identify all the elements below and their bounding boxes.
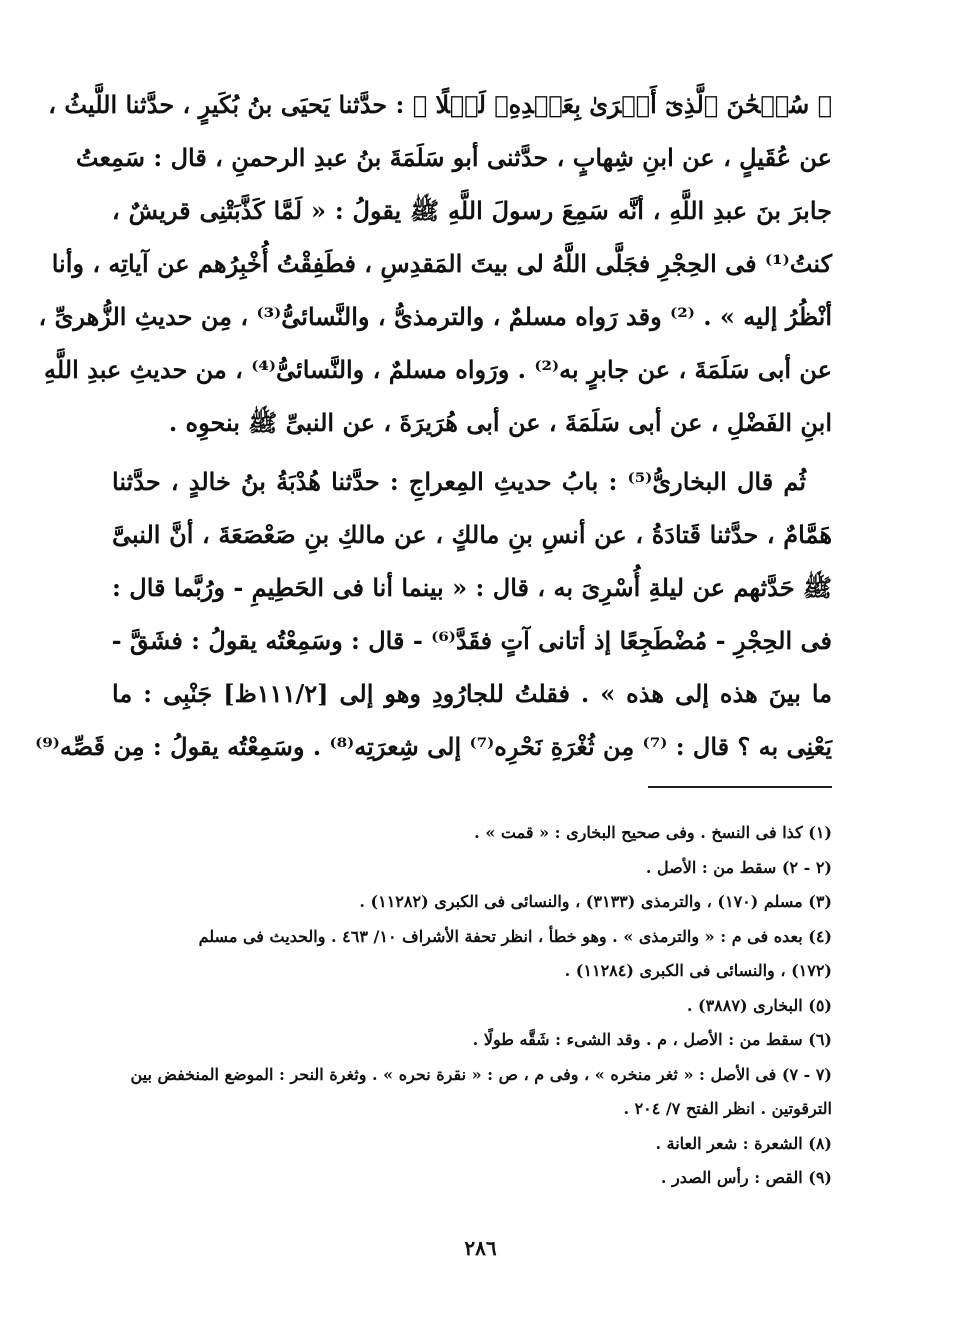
footnote: (٣) مسلم (١٧٠) ، والترمذى (٣١٣٣) ، والنسائى فى الكبرى (١١٢٨٢) . — [359, 892, 832, 911]
text-line: ﴿ سُبۡحَٰنَ ٱلَّذِىٓ أَسۡرَىٰ بِعَبۡدِهِۦ لَيۡلًا ﴾ : حدَّثنا يَحيَى بنُ بُكَيرٍ ، حدَّثنا اللَّيثُ ، — [48, 90, 832, 119]
footnote: (٤) بعده فى م : « والترمذى » . وهو خطأ ، انظر تحفة الأشراف ١٠/ ٤٦٣ . والحديث فى مسلم — [198, 926, 832, 946]
text-line: أنْظُرُ إليه » . ⁽²⁾ وقد رَواه مسلمٌ ، والترمذىُّ ، والنَّسائىُّ⁽³⁾ ، مِن حديثِ الزُّهرىِّ ، — [38, 302, 832, 331]
main-text — [35, 78, 833, 773]
footnote: (٢ - ٢) سقط من : الأصل . — [645, 857, 832, 877]
text-line: عن عُقَيلٍ ، عن ابنِ شِهابٍ ، حدَّثنى أبو سَلَمَةَ بنُ عبدِ الرحمنِ ، قال : سَمِعتُ — [75, 143, 832, 172]
text-line: فى الحِجْرِ - مُضْطَجِعًا إذ أتانى آتٍ فقَدَّ⁽⁶⁾ - قال : وسَمِعْتُه يقولُ : فشَقَّ - — [111, 626, 832, 655]
text-line: ثُم قال البخارىُّ⁽⁵⁾ : بابُ حديثِ المِعراجِ : حدَّثنا هُدْبَةُ بنُ خالدٍ ، حدَّثنا — [112, 467, 806, 496]
text-line: هَمَّامٌ ، حدَّثنا قَتادَةُ ، عن أنسِ بنِ مالكٍ ، عن مالكِ بنِ صَعْصَعَةَ ، أنَّ النبىَّ — [112, 520, 832, 549]
text-line: ما بينَ هذه إلى هذه » . فقلتُ للجارُودِ وهو إلى [١١١/٢ظ] جَنْبِى : ما — [112, 679, 833, 708]
footnote: (١) كذا فى النسخ . وفى صحيح البخارى : « قمت » . — [474, 823, 832, 842]
footnote-separator — [648, 786, 832, 788]
page-number: ٢٨٦ — [464, 1236, 497, 1260]
footnote: الترقوتين . انظر الفتح ٧/ ٢٠٤ . — [623, 1099, 832, 1118]
footnote: (٦) سقط من : الأصل ، م . وقد الشىء : شَقَّه طولًا . — [472, 1030, 832, 1049]
footnote: (٩) القص : رأس الصدر . — [660, 1168, 832, 1187]
footnote: (٨) الشعرة : شعر العانة . — [655, 1133, 832, 1153]
text-line: ﷺ حَدَّثهم عن ليلةِ أُسْرِىَ به ، قال : « بينما أنا فى الحَطِيمِ - ورُبَّما قال : — [112, 573, 832, 602]
text-line: يَعْنِى به ؟ قال : ⁽⁷⁾ مِن ثُغْرَةِ نَحْرِه⁽⁷⁾ إلى شِعرَتِه⁽⁸⁾ . وسَمِعْتُه يقولُ : مِن قَصِّه⁽⁹⁾ — [35, 732, 832, 761]
footnote: (٥) البخارى (٣٨٨٧) . — [686, 995, 832, 1015]
text-line: ابنِ الفَضْلِ ، عن أبى سَلَمَةَ ، عن أبى هُرَيرَةَ ، عن النبىِّ ﷺ بنحوِه . — [168, 408, 832, 437]
text-line: عن أبى سَلَمَةَ ، عن جابرٍ به⁽²⁾ . ورَواه مسلمٌ ، والنَّسائىُّ⁽⁴⁾ ، من حديثِ عبدِ اللَّهِ — [43, 355, 832, 384]
text-line: جابرَ بنَ عبدِ اللَّهِ ، أنَّه سَمِعَ رسولَ اللَّهِ ﷺ يقولُ : « لَمَّا كَذَّبَتْنِى قريشٌ ، — [112, 196, 832, 225]
text-line: كنتُ⁽¹⁾ فى الحِجْرِ فجَلَّى اللَّهُ لى بيتَ المَقدِسِ ، فطَفِقْتُ أُخْبِرُهم عن آياتِه ، وأنا — [51, 249, 832, 278]
footnote: (٧ - ٧) فى الأصل : « ثغر منخره » ، وفى م ، ص : « نقرة نحره » . وثغرة النحر : الموضع المنخفض بين — [130, 1064, 832, 1084]
footnote: (١٧٢) ، والنسائى فى الكبرى (١١٢٨٤) . — [564, 961, 832, 980]
footnotes — [112, 816, 832, 1196]
